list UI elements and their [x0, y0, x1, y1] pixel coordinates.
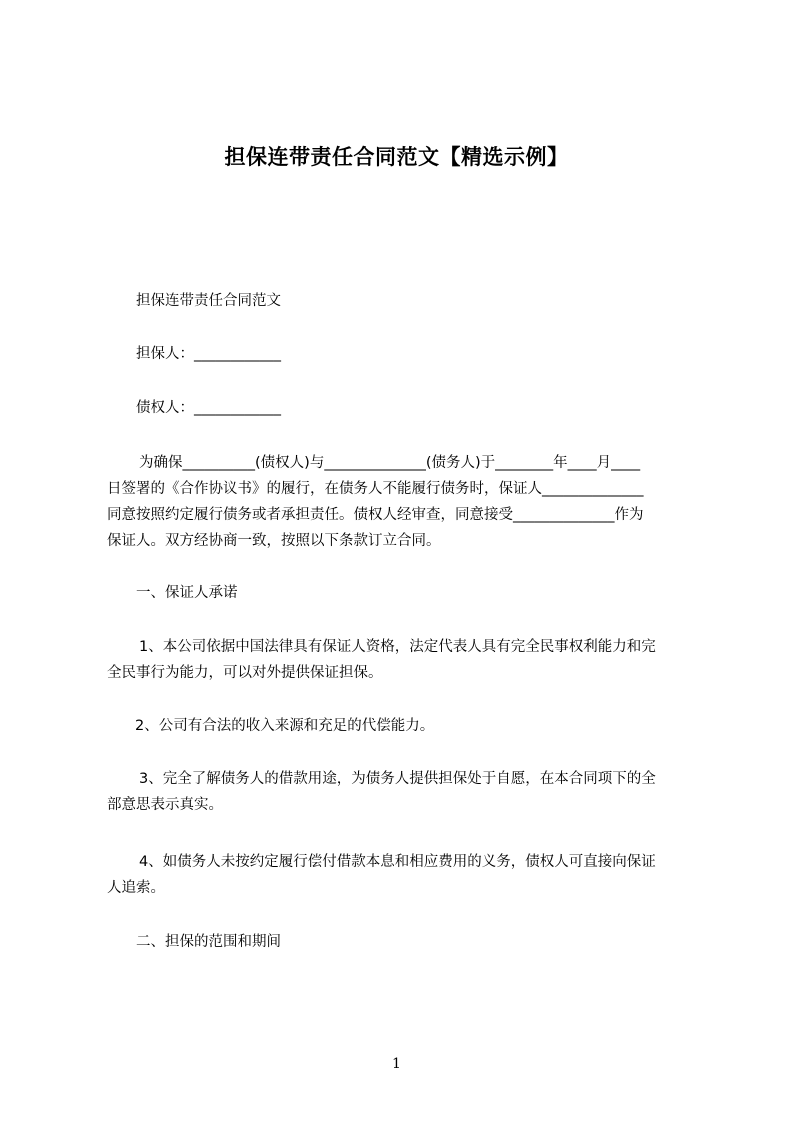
intro-line: 为确保__________(债权人)与______________(债务人)于________年____月____ — [139, 455, 641, 471]
item-2-paragraph — [107, 713, 707, 739]
intro-paragraph — [107, 450, 707, 554]
item-1-paragraph — [107, 634, 707, 686]
item-line: 人追索。 — [107, 880, 165, 896]
intro-line: 日签署的《合作协议书》的履行，在债务人不能履行债务时，保证人______________ — [107, 481, 644, 497]
item-3-paragraph — [107, 766, 707, 818]
item-line: 2、公司有合法的收入来源和充足的代偿能力。 — [135, 718, 435, 734]
intro-line: 同意按照约定履行债务或者承担责任。债权人经审查，同意接受______________作为 — [107, 507, 644, 523]
item-line: 全民事行为能力，可以对外提供保证担保。 — [107, 665, 383, 681]
item-line: 4、如债务人未按约定履行偿付借款本息和相应费用的义务，债权人可直接向保证 — [139, 854, 656, 870]
document-title: 担保连带责任合同范文【精选示例】 — [224, 145, 569, 169]
guarantor-line: 担保人：____________ — [136, 346, 281, 362]
item-4-paragraph — [107, 849, 707, 901]
item-line: 部意思表示真实。 — [107, 797, 223, 813]
section-heading-scope-and-period: 二、担保的范围和期间 — [136, 934, 281, 950]
section-heading-guarantor-promise: 一、保证人承诺 — [136, 585, 238, 601]
item-line: 1、本公司依据中国法律具有保证人资格，法定代表人具有完全民事权利能力和完 — [139, 639, 656, 655]
page-number: 1 — [392, 1056, 401, 1072]
intro-line: 保证人。双方经协商一致，按照以下条款订立合同。 — [107, 533, 441, 549]
document-subtitle: 担保连带责任合同范文 — [136, 293, 281, 309]
item-line: 3、完全了解债务人的借款用途，为债务人提供担保处于自愿，在本合同项下的全 — [139, 771, 656, 787]
creditor-line: 债权人：____________ — [136, 400, 281, 416]
